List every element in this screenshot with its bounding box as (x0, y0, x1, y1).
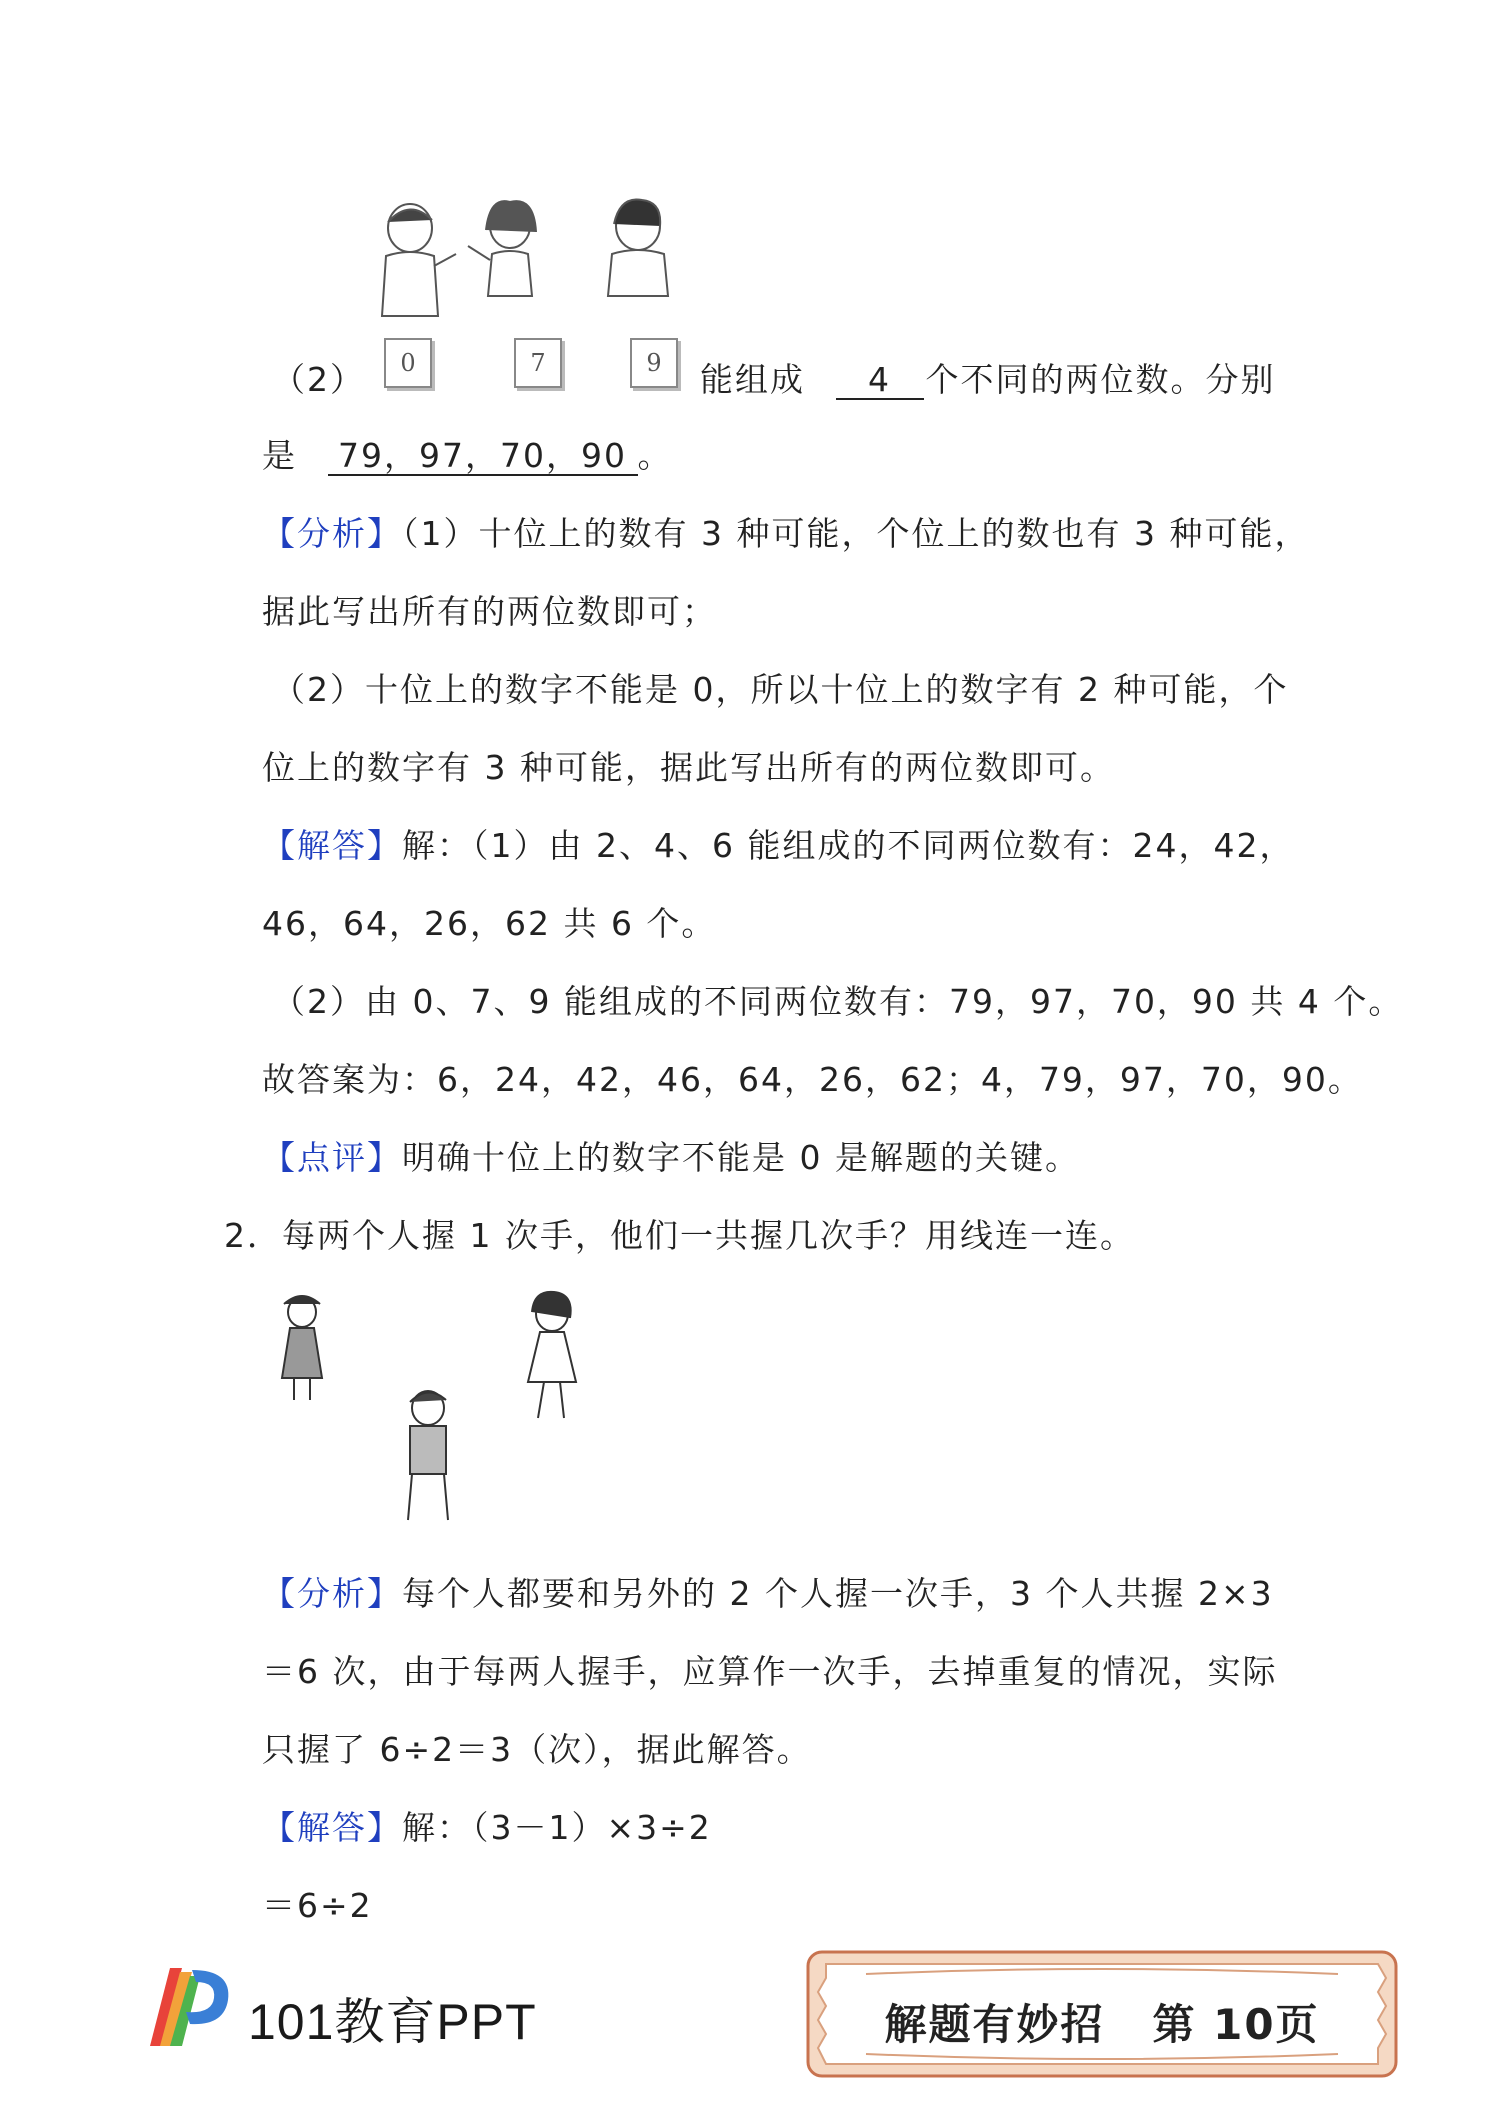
analysis-text: （1）十位上的数有 3 种可能，个位上的数也有 3 种可能， (402, 514, 1310, 553)
q1-part2-prompt (700, 360, 1276, 400)
q2-answer-text: 解：（3－1）×3÷2 (402, 1808, 712, 1847)
girl-figure-left (282, 1296, 322, 1400)
q1-answer-line-4: 故答案为：6，24，42，46，64，26，62；4，79，97，70，90。 (262, 1060, 1363, 1099)
boy-figure-right (608, 200, 668, 297)
girl-figure-middle (468, 201, 536, 296)
q2-analysis-line-1 (262, 1574, 1274, 1614)
analysis-tag: 【分析】 (262, 514, 402, 553)
boy-figure-left (382, 204, 456, 316)
number-card-7: 7 (514, 338, 562, 388)
footer-badge-title (806, 1992, 1398, 2052)
q1-analysis-line-2: 据此写出所有的两位数即可； (262, 592, 717, 631)
answer-tag: 【解答】 (262, 826, 402, 865)
q1-analysis-line-3: （2）十位上的数字不能是 0，所以十位上的数字有 2 种可能，个 (272, 670, 1289, 709)
q1-analysis-line-1 (262, 514, 1309, 554)
review-text: 明确十位上的数字不能是 0 是解题的关键。 (402, 1138, 1080, 1177)
number-card-9: 9 (630, 338, 678, 388)
boy-figure-middle (408, 1391, 448, 1520)
page-label: 第 10页 (1152, 2000, 1320, 2049)
q2-analysis-tag: 【分析】 (262, 1574, 402, 1613)
girl-figure-right (528, 1292, 576, 1418)
q1-answer-line-3: （2）由 0、7、9 能组成的不同两位数有：79，97，70，90 共 4 个。 (272, 982, 1404, 1021)
answer-blank-count: 4 (836, 362, 924, 400)
brand-logo-text: 101教育PPT (248, 1994, 537, 2050)
q2-analysis-line-3: 只握了 6÷2＝3（次），据此解答。 (262, 1730, 812, 1769)
q2-analysis-line-2: ＝6 次，由于每两人握手，应算作一次手，去掉重复的情况，实际 (262, 1652, 1278, 1691)
q1-analysis-line-4: 位上的数字有 3 种可能，据此写出所有的两位数即可。 (262, 748, 1115, 787)
three-children-illustration (262, 1290, 602, 1540)
review-tag: 【点评】 (262, 1138, 402, 1177)
answer-text: 解：（1）由 2、4、6 能组成的不同两位数有：24，42， (402, 826, 1295, 865)
q2-question: 2．每两个人握 1 次手，他们一共握几次手？用线连一连。 (224, 1216, 1135, 1255)
number-card-0: 0 (384, 338, 432, 388)
text-before-blank: 能组成 (700, 360, 805, 399)
q2-answer-tag: 【解答】 (262, 1808, 402, 1847)
q2-answer-line-1 (262, 1808, 712, 1848)
q1-part2-line2 (262, 436, 673, 476)
q1-part2-label: （2） (272, 360, 365, 399)
q2-analysis-text: 每个人都要和另外的 2 个人握一次手，3 个人共握 2×3 (402, 1574, 1274, 1613)
q2-answer-line-2: ＝6÷2 (262, 1886, 373, 1925)
line2-suffix: 。 (637, 436, 673, 475)
q1-answer-line-1 (262, 826, 1294, 866)
q1-review-line (262, 1138, 1080, 1178)
line2-prefix: 是 (262, 436, 297, 475)
text-after-blank: 个不同的两位数。分别 (925, 360, 1276, 399)
children-with-cards-illustration (350, 196, 690, 326)
brand-logo-icon (140, 1960, 236, 2056)
q1-answer-line-2: 46，64，26，62 共 6 个。 (262, 904, 717, 943)
badge-title-text: 解题有妙招 (884, 2000, 1105, 2049)
answer-blank-list: 79，97，70，90 (328, 438, 638, 476)
